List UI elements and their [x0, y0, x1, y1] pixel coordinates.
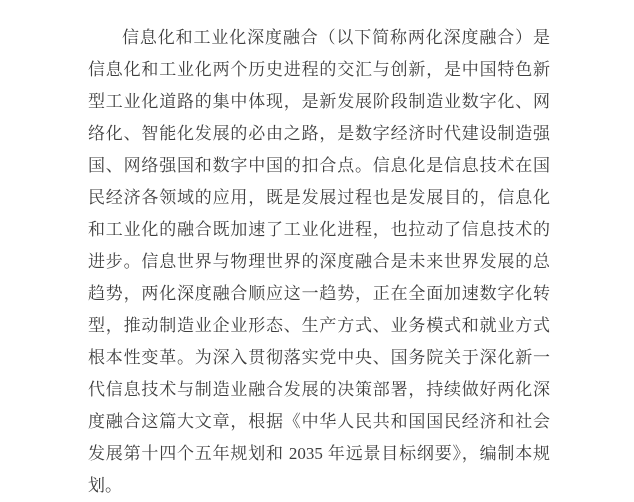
paragraph-line: 信息化和工业化深度融合（以下简称两化深度融合）是 [122, 28, 550, 47]
paragraph-line: 划。 [88, 476, 122, 495]
paragraph-line: 络化、智能化发展的必由之路，是数字经济时代建设制造强 [88, 124, 550, 143]
paragraph-line: 发展第十四个五年规划和 2035 年远景目标纲要》，编制本规 [88, 444, 550, 463]
paragraph-line: 进步。信息世界与物理世界的深度融合是未来世界发展的总 [88, 252, 550, 271]
paragraph-line: 度融合这篇大文章，根据《中华人民共和国国民经济和社会 [88, 412, 550, 431]
paragraph-line: 根本性变革。为深入贯彻落实党中央、国务院关于深化新一 [88, 348, 550, 367]
paragraph-line: 民经济各领域的应用，既是发展过程也是发展目的，信息化 [88, 188, 550, 207]
paragraph [88, 22, 550, 502]
paragraph-line: 型，推动制造业企业形态、生产方式、业务模式和就业方式 [88, 316, 550, 335]
paragraph-line: 代信息技术与制造业融合发展的决策部署，持续做好两化深 [88, 380, 550, 399]
paragraph-line: 和工业化的融合既加速了工业化进程，也拉动了信息技术的 [88, 220, 550, 239]
paragraph-line: 趋势，两化深度融合顺应这一趋势，正在全面加速数字化转 [88, 284, 550, 303]
paragraph-line: 信息化和工业化两个历史进程的交汇与创新，是中国特色新 [88, 60, 550, 79]
paragraph-line: 国、网络强国和数字中国的扣合点。信息化是信息技术在国 [88, 156, 550, 175]
paragraph-line: 型工业化道路的集中体现，是新发展阶段制造业数字化、网 [88, 92, 550, 111]
